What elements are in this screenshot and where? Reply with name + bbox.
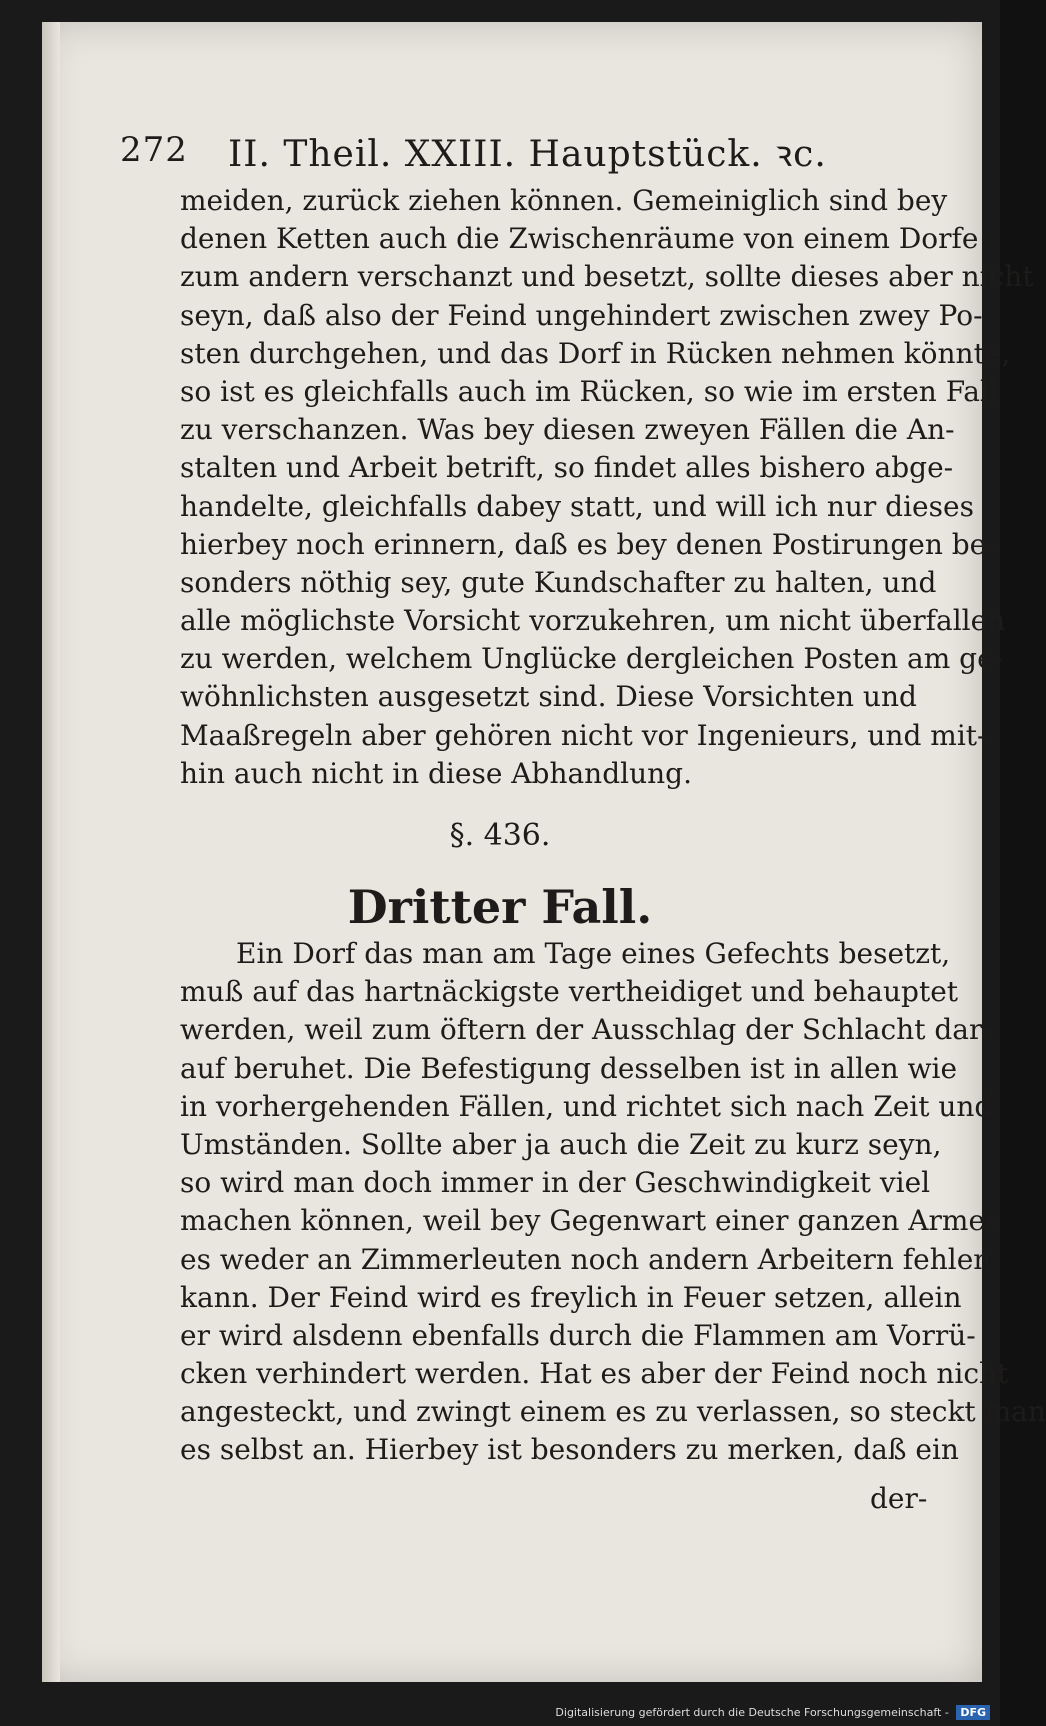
text-line: sonders nöthig sey, gute Kundschafter zu halten, und	[180, 565, 937, 599]
text-line: so wird man doch immer in der Geschwindigkeit viel	[180, 1166, 931, 1200]
text-line: Umständen. Sollte aber ja auch die Zeit zu kurz seyn,	[180, 1127, 942, 1161]
text-line: meiden, zurück ziehen können. Gemeiniglich sind bey	[180, 184, 948, 217]
text-line: handelte, gleichfalls dabey statt, und will ich nur dieses	[180, 489, 974, 523]
text-line: werden, weil zum öftern der Ausschlag der Schlacht dar-	[180, 1013, 992, 1047]
section-heading: Dritter Fall.	[347, 880, 653, 934]
page-number: 272	[120, 130, 188, 170]
digitization-footer	[555, 1705, 990, 1720]
dfg-logo: DFG	[956, 1705, 990, 1720]
text-line: sten durchgehen, und das Dorf in Rücken nehmen könnte,	[180, 336, 1011, 370]
catchword: der-	[870, 1482, 928, 1515]
text-line: kann. Der Feind wird es freylich in Feuer setzen, allein	[180, 1280, 962, 1314]
text-line: es weder an Zimmerleuten noch andern Arbeitern fehlen	[180, 1242, 992, 1276]
text-line: zu werden, welchem Unglücke dergleichen Posten am ge-	[180, 642, 1004, 676]
text-line: stalten und Arbeit betrift, so findet alles bishero abge-	[180, 451, 954, 485]
text-line: wöhnlichsten ausgesetzt sind. Diese Vorsichten und	[180, 680, 917, 714]
text-line: so ist es gleichfalls auch im Rücken, so wie im ersten Fall	[180, 374, 998, 408]
text-line: alle möglichste Vorsicht vorzukehren, um nicht überfallen	[180, 604, 1006, 638]
running-head: II. Theil. XXIII. Hauptstück. ꝛc.	[228, 134, 827, 175]
text-line: Ein Dorf das man am Tage eines Gefechts besetzt,	[236, 937, 951, 970]
text-line: denen Ketten auch die Zwischenräume von einem Dorfe	[180, 222, 979, 256]
text-line: hierbey noch erinnern, daß es bey denen Postirungen be-	[180, 527, 996, 561]
text-line: er wird alsdenn ebenfalls durch die Flammen am Vorrü-	[180, 1318, 976, 1352]
text-line: machen können, weil bey Gegenwart einer ganzen Armee	[180, 1204, 1002, 1238]
paragraph-third-case	[180, 935, 1046, 1470]
paragraph-continued	[180, 182, 1034, 793]
footer-text: Digitalisierung gefördert durch die Deutsche Forschungsgemeinschaft -	[555, 1706, 949, 1719]
page-header	[120, 120, 900, 180]
text-line: seyn, daß also der Feind ungehindert zwischen zwey Po-	[180, 298, 983, 332]
text-line: cken verhindert werden. Hat es aber der Feind noch nicht	[180, 1357, 1009, 1391]
text-line: hin auch nicht in diese Abhandlung.	[180, 756, 692, 790]
text-line: Maaßregeln aber gehören nicht vor Ingenieurs, und mit-	[180, 718, 987, 752]
text-line: in vorhergehenden Fällen, und richtet sich nach Zeit und	[180, 1089, 993, 1123]
text-line: auf beruhet. Die Befestigung desselben ist in allen wie	[180, 1051, 958, 1085]
text-line: es selbst an. Hierbey ist besonders zu merken, daß ein	[180, 1433, 959, 1467]
text-line: zum andern verschanzt und besetzt, sollte dieses aber nicht	[180, 260, 1034, 294]
text-line: angesteckt, und zwingt einem es zu verlassen, so steckt man	[180, 1395, 1046, 1429]
text-line: zu verschanzen. Was bey diesen zweyen Fällen die An-	[180, 413, 955, 447]
text-line: muß auf das hartnäckigste vertheidiget und behauptet	[180, 975, 959, 1009]
section-number: §. 436.	[449, 818, 551, 853]
